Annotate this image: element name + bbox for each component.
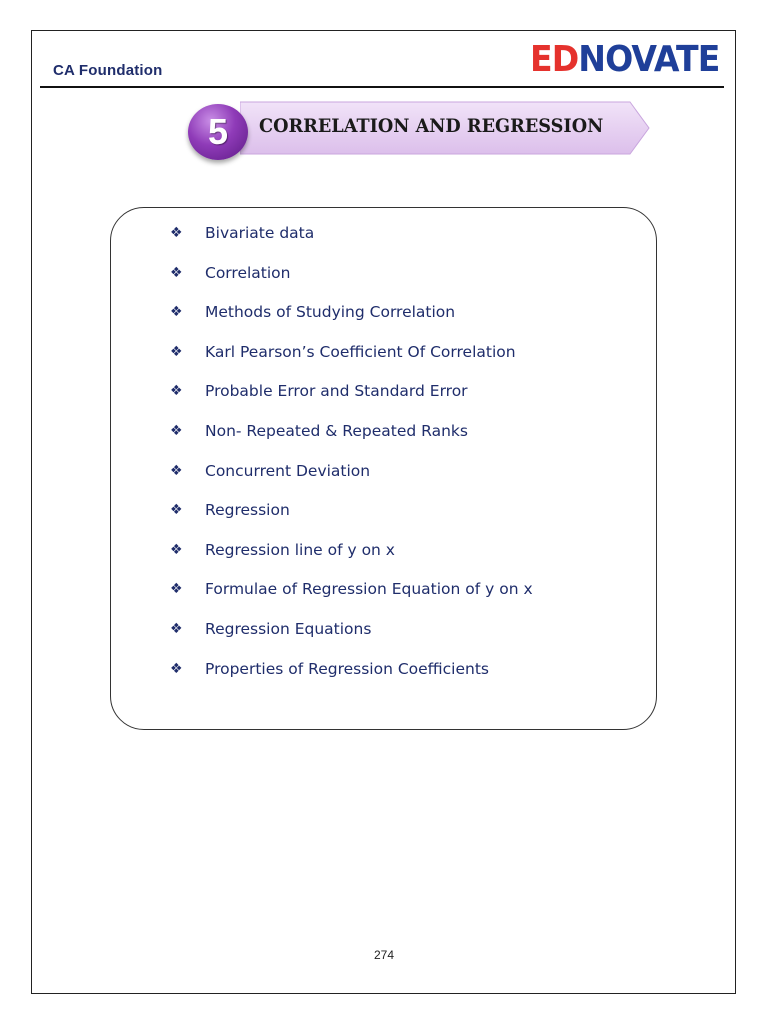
diamond-bullet-icon: ❖ [170,541,183,558]
topic-label: Regression line of y on x [205,540,395,559]
list-item [170,541,533,581]
topic-label: Formulae of Regression Equation of y on x [205,580,533,599]
diamond-bullet-icon: ❖ [170,620,183,637]
diamond-bullet-icon: ❖ [170,264,183,281]
topic-label: Non- Repeated & Repeated Ranks [205,421,468,440]
list-item [170,501,533,541]
chapter-title: CORRELATION AND REGRESSION [259,115,604,137]
logo-novate: NOVATE [578,39,720,80]
list-item [170,224,533,264]
list-item [170,580,533,620]
chapter-number-badge: 5 [188,104,248,160]
list-item [170,303,533,343]
header-divider [40,86,724,88]
topic-label: Regression Equations [205,619,372,638]
diamond-bullet-icon: ❖ [170,225,183,241]
topic-label: Methods of Studying Correlation [205,303,456,322]
topic-label: Probable Error and Standard Error [205,382,468,401]
diamond-bullet-icon: ❖ [170,581,183,598]
list-item [170,660,533,700]
topic-list [170,224,533,699]
topic-label: Regression [205,501,290,520]
topic-label: Concurrent Deviation [205,461,371,480]
diamond-bullet-icon: ❖ [170,422,183,439]
topic-label: Bivariate data [205,224,315,242]
diamond-bullet-icon: ❖ [170,304,183,321]
diamond-bullet-icon: ❖ [170,383,183,400]
list-item [170,382,533,422]
topic-label: Properties of Regression Coefficients [205,659,490,678]
logo-ed: ED [530,39,579,80]
course-label: CA Foundation [53,62,163,79]
diamond-bullet-icon: ❖ [170,462,183,479]
list-item [170,422,533,462]
diamond-bullet-icon: ❖ [170,660,183,677]
diamond-bullet-icon: ❖ [170,502,183,519]
ednovate-logo [530,40,719,80]
list-item [170,620,533,660]
list-item [170,462,533,502]
diamond-bullet-icon: ❖ [170,343,183,360]
list-item [170,264,533,304]
list-item [170,343,533,383]
page-number: 274 [373,948,395,962]
topic-label: Karl Pearson’s Coefficient Of Correlation [205,342,516,361]
topic-label: Correlation [205,263,291,282]
